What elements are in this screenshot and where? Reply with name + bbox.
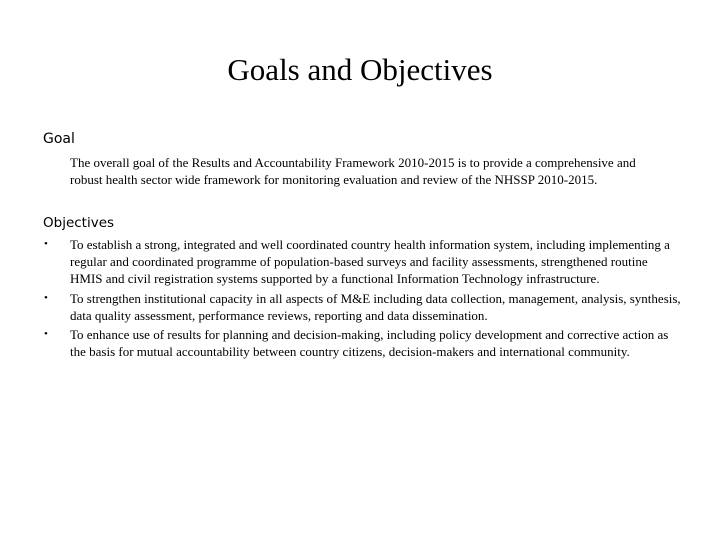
objective-text: To enhance use of results for planning and decision-making, including policy development and corrective action as the basis for mutual accountability between country citizens, decision-makers and international community. xyxy=(70,327,669,360)
objective-item xyxy=(43,290,683,324)
bullet-icon: • xyxy=(44,238,48,250)
objectives-list xyxy=(43,236,683,362)
goal-text: The overall goal of the Results and Accountability Framework 2010-2015 is to provide a comprehensive and robust health sector wide framework for monitoring evaluation and review of the NHSSP 2010-2015. xyxy=(70,155,636,187)
objective-text: To establish a strong, integrated and well coordinated country health information system, including implementing a regular and coordinated programme of population-based surveys and facility assessments, strengthened routine HMIS and civil registration systems supported by a functional Information Technology infrastructure. xyxy=(70,237,670,287)
objective-text: To strengthen institutional capacity in all aspects of M&E including data collection, management, analysis, synthesis, data quality assessment, performance reviews, reporting and data dissemination. xyxy=(70,290,681,323)
bullet-icon: • xyxy=(44,328,48,341)
objective-item xyxy=(43,326,683,360)
bullet-icon: • xyxy=(44,291,48,304)
objective-item xyxy=(43,236,683,288)
objectives-heading: Objectives xyxy=(43,215,115,231)
slide-title: Goals and Objectives xyxy=(227,52,493,87)
goal-heading: Goal xyxy=(43,131,75,147)
